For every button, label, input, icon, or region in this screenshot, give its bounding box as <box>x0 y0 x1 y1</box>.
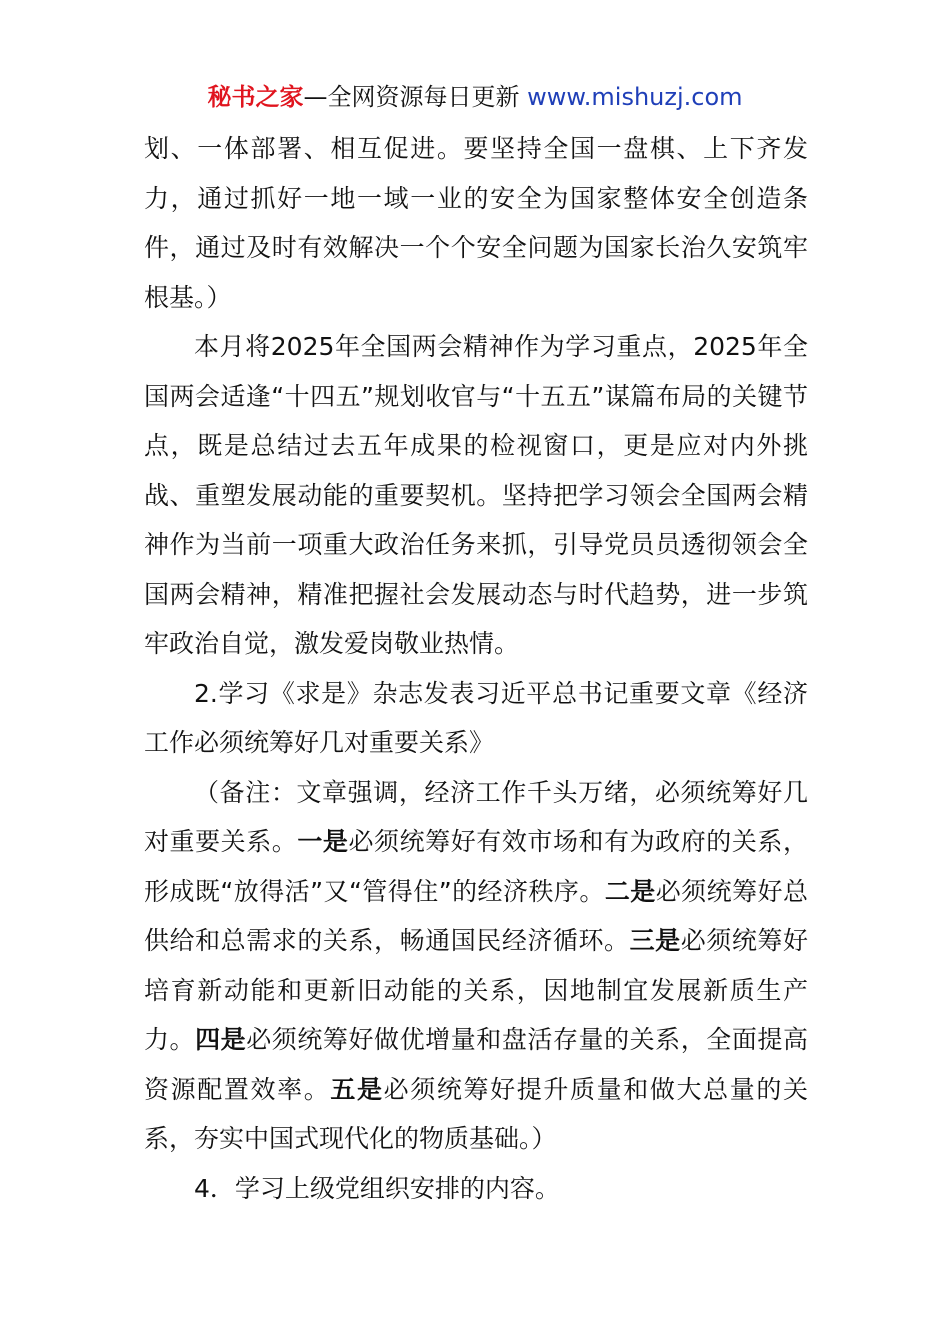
paragraph-study-focus: 本月将2025年全国两会精神作为学习重点，2025年全国两会适逢“十四五”规划收官与“十五五”谋篇布局的关键节点，既是总结过去五年成果的检视窗口，更是应对内外挑战、重塑发展动能的重要契机。坚持把学习领会全国两会精神作为当前一项重大政治任务来抓，引导党员员透彻领会全国两会精神，精准把握社会发展动态与时代趋势，进一步筑牢政治自觉，激发爱岗敬业热情。 <box>144 332 808 658</box>
point-4-text: 必须统筹好做优增量和盘活存量的关系，全面提高资源配置效率。 <box>144 1025 808 1104</box>
page-header <box>0 80 950 114</box>
point-2-text: 必须统筹好总供给和总需求的关系，畅通国民经济循环。 <box>144 876 808 955</box>
point-1-text: 必须统筹好有效市场和有为政府的关系，形成既“放得活”又“管得住”的经济秩序。 <box>144 827 808 906</box>
point-3-text: 必须统筹好培育新动能和更新旧动能的关系，因地制宜发展新质生产力。 <box>144 926 808 1054</box>
document-body <box>144 124 808 1213</box>
point-2-label: 二是 <box>604 876 656 906</box>
paragraph-remarks <box>144 768 808 1164</box>
paragraph-item-4: 4．学习上级党组织安排的内容。 <box>194 1173 560 1203</box>
remarks-intro: （备注：文章强调，经济工作千头万绪，必须统筹好几对重要关系。 <box>144 777 808 856</box>
point-4-label: 四是 <box>195 1025 247 1054</box>
point-1-label: 一是 <box>297 827 349 856</box>
site-url-link[interactable]: www.mishuzj.com <box>527 83 743 111</box>
header-tagline: —全网资源每日更新 <box>303 83 528 111</box>
point-3-label: 三是 <box>629 926 681 955</box>
point-5-text: 必须统筹好提升质量和做大总量的关系，夯实中国式现代化的物质基础。） <box>144 1074 808 1153</box>
paragraph-continuation: 划、一体部署、相互促进。要坚持全国一盘棋、上下齐发力，通过抓好一地一域一业的安全为国家整体安全创造条件，通过及时有效解决一个个安全问题为国家长治久安筑牢根基。） <box>144 134 808 312</box>
point-5-label: 五是 <box>330 1074 384 1104</box>
brand-name: 秘书之家 <box>207 83 304 111</box>
paragraph-item-2-heading: 2.学习《求是》杂志发表习近平总书记重要文章《经济工作必须统筹好几对重要关系》 <box>144 678 808 757</box>
